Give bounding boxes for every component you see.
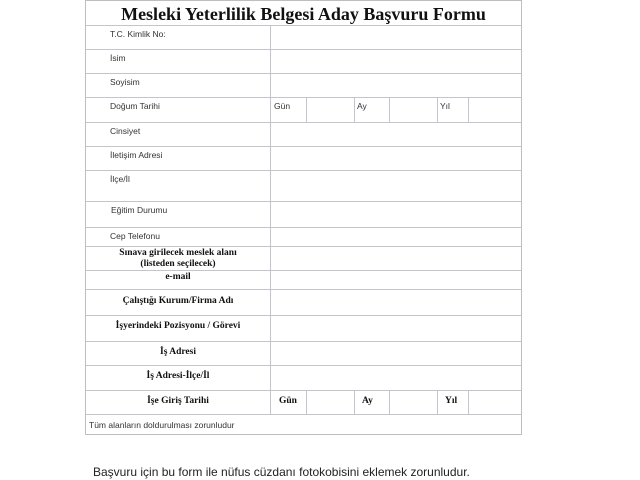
row-tc (86, 25, 521, 49)
label-ise-giris-tarihi: İşe Giriş Tarihi (147, 396, 209, 406)
row-cep-telefonu (86, 227, 521, 246)
label-is-adresi-ilce: İş Adresi-İlçe/İl (146, 371, 210, 381)
row-meslek-alani (86, 246, 521, 270)
label-kurum: Çalıştığı Kurum/Firma Adı (122, 296, 234, 306)
input-giris-ay[interactable] (389, 391, 437, 414)
label-email: e-mail (165, 272, 191, 282)
input-giris-gun[interactable] (306, 391, 354, 414)
label-meslek-alani (86, 247, 270, 270)
input-isim[interactable] (270, 50, 521, 73)
input-egitim-durumu[interactable] (270, 202, 521, 227)
label-dogum-yil: Yıl (440, 101, 450, 111)
input-is-adresi-ilce[interactable] (270, 366, 521, 390)
input-iletisim-adresi[interactable] (270, 147, 521, 170)
label-meslek-alani-line1: Sınava girilecek meslek alanı (119, 248, 237, 258)
label-egitim-durumu: Eğitim Durumu (111, 205, 168, 215)
date-group-dogum (270, 98, 521, 122)
row-is-adresi-ilce (86, 365, 521, 390)
input-pozisyon[interactable] (270, 316, 521, 341)
label-tc: T.C. Kimlik No: (110, 29, 166, 39)
label-meslek-alani-line2: (listeden seçilecek) (140, 259, 216, 269)
label-cinsiyet: Cinsiyet (110, 126, 141, 136)
label-dogum-gun: Gün (274, 101, 291, 111)
label-soyisim: Soyisim (110, 77, 140, 87)
label-giris-yil: Yıl (445, 396, 458, 406)
input-soyisim[interactable] (270, 74, 521, 97)
required-fields-note: Tüm alanların doldurulması zorunludur (89, 420, 235, 430)
input-is-adresi[interactable] (270, 342, 521, 365)
label-pozisyon: İşyerindeki Pozisyonu / Görevi (115, 321, 241, 331)
row-kurum (86, 289, 521, 315)
row-isim (86, 49, 521, 73)
input-cinsiyet[interactable] (270, 123, 521, 146)
input-email[interactable] (270, 271, 521, 289)
label-giris-gun: Gün (279, 396, 297, 406)
input-ilce-il[interactable] (270, 171, 521, 201)
label-is-adresi: İş Adresi (160, 347, 196, 357)
label-giris-ay: Ay (362, 396, 373, 406)
row-soyisim (86, 73, 521, 97)
label-dogum-ay: Ay (357, 101, 367, 111)
attachment-note: Başvuru için bu form ile nüfus cüzdanı fotokobisini eklemek zorunludur. (93, 465, 470, 479)
form-title: Mesleki Yeterlilik Belgesi Aday Başvuru Formu (121, 4, 486, 24)
label-ilce-il: İlçe/İl (110, 174, 130, 184)
row-ise-giris-tarihi (86, 390, 521, 415)
row-cinsiyet (86, 122, 521, 146)
input-tc[interactable] (270, 26, 521, 49)
label-isim: İsim (110, 53, 126, 63)
input-cep-telefonu[interactable] (270, 228, 521, 246)
row-ilce-il (86, 170, 521, 201)
label-iletisim-adresi: İletişim Adresi (110, 150, 163, 160)
date-group-ise-giris (270, 391, 521, 414)
row-dogum-tarihi (86, 97, 521, 122)
row-is-adresi (86, 341, 521, 365)
label-dogum-tarihi: Doğum Tarihi (110, 101, 160, 111)
input-dogum-yil[interactable] (468, 98, 523, 122)
input-dogum-ay[interactable] (389, 98, 437, 122)
row-egitim-durumu (86, 201, 521, 227)
label-cep-telefonu: Cep Telefonu (110, 231, 160, 241)
row-email (86, 270, 521, 289)
row-pozisyon (86, 315, 521, 341)
row-iletisim-adresi (86, 146, 521, 170)
select-meslek-alani[interactable] (270, 247, 521, 270)
input-giris-yil[interactable] (468, 391, 523, 414)
input-kurum[interactable] (270, 290, 521, 315)
input-dogum-gun[interactable] (306, 98, 354, 122)
application-form (85, 0, 522, 435)
